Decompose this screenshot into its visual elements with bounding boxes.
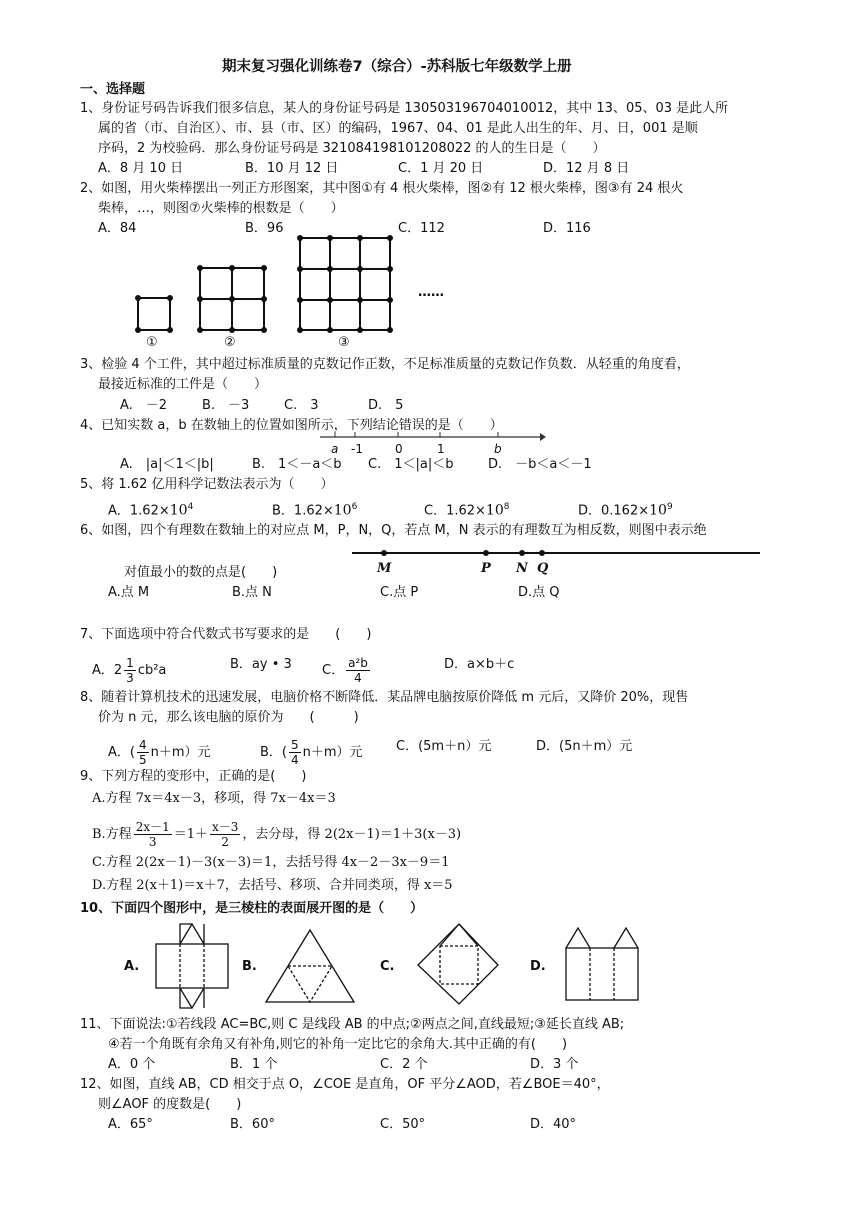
q3-option-c[interactable]: C. 3 <box>284 398 319 413</box>
point-n-label: N <box>516 561 528 576</box>
q5-text-line1: 5、将 1.62 亿用科学记数法表示为（ ） <box>80 477 334 492</box>
q11-option-c[interactable]: C．2 个 <box>380 1057 428 1072</box>
axis-label-a: a <box>331 442 339 456</box>
q9-option-c[interactable]: C.方程 2(2x－1)－3(x－3)＝1，去括号得 4x－2－3x－9＝1 <box>92 855 450 870</box>
q8-text-line1: 8、随着计算机技术的迅速发展，电脑价格不断降低．某品牌电脑按原价降低 m 元后，又降价 20%，现售 <box>80 690 689 705</box>
q2-text-line2: 柴棒，…，则图⑦火柴棒的根数是（ ） <box>98 201 344 216</box>
point-q-label: Q <box>537 561 549 576</box>
q10-label-c[interactable]: C. <box>380 959 395 974</box>
q7-text-line1: 7、下面选项中符合代数式书写要求的是 ( ) <box>80 627 372 642</box>
q8-option-b[interactable]: B．( $\frac{5}{4}$ n＋m）元 <box>260 738 363 767</box>
q3-option-d[interactable]: D. 5 <box>368 398 404 413</box>
q6-option-d[interactable]: D.点 Q <box>518 585 560 600</box>
q1-text-line3: 序码，2 为校验码．那么身份证号码是 321084198101208022 的人的生日是（ ） <box>98 141 606 156</box>
q1-option-b[interactable]: B．10 月 12 日 <box>245 161 339 176</box>
q12-option-d[interactable]: D．40° <box>530 1117 577 1132</box>
q7-option-c[interactable]: C． $\frac{\text{a²b}}{4}$ <box>322 656 368 685</box>
q10-label-b[interactable]: B. <box>242 959 257 974</box>
q8-text-line2: 价为 n 元，那么该电脑的原价为 ( ) <box>98 710 359 725</box>
q9-option-a[interactable]: A.方程 7x＝4x－3，移项，得 7x－4x＝3 <box>92 791 336 806</box>
q3-option-b[interactable]: B. －3 <box>202 398 250 413</box>
q2-option-b[interactable]: B．96 <box>245 221 284 236</box>
q3-option-a[interactable]: A. －2 <box>120 398 168 413</box>
q1-text-line1: 1、身份证号码告诉我们很多信息，某人的身份证号码是 130503196704010012，其中 13、05、03 是此人所 <box>80 101 729 116</box>
fig1-label: ① <box>146 335 158 350</box>
q1-option-c[interactable]: C．1 月 20 日 <box>398 161 484 176</box>
q4-option-b[interactable]: B. 1＜－a＜b <box>252 457 342 472</box>
q10-label-d[interactable]: D. <box>530 959 546 974</box>
q9-text-line1: 9、下列方程的变形中，正确的是( ) <box>80 769 307 784</box>
q12-option-a[interactable]: A．65° <box>108 1117 153 1132</box>
fig3-label: ③ <box>338 335 350 350</box>
q11-option-a[interactable]: A．0 个 <box>108 1057 156 1072</box>
axis-label-neg1: -1 <box>351 442 363 456</box>
q5-option-d[interactable]: D．$0.162\times 10^9$ <box>578 502 673 519</box>
q5-option-a[interactable]: A．$1.62\times 10^4$ <box>108 502 194 519</box>
axis-label-b: b <box>494 442 502 456</box>
q11-option-d[interactable]: D．3 个 <box>530 1057 579 1072</box>
q10-text-line1: 10、下面四个图形中，是三棱柱的表面展开图的是（ ） <box>80 901 424 916</box>
q12-text-line1: 12、如图，直线 AB，CD 相交于点 O，∠COE 是直角，OF 平分∠AOD，若∠BOE＝40°， <box>80 1077 610 1092</box>
q6-text-line2: 对值最小的数的点是( ) <box>124 565 278 580</box>
q2-option-a[interactable]: A．84 <box>98 221 137 236</box>
fig-ellipsis: …… <box>418 285 444 300</box>
q9-option-b[interactable]: B.方程 $\frac{2x-1}{3}$ ＝1＋ $\frac{x-3}{2}$ ，去分母，得 2(2x－1)＝1＋3(x－3) <box>92 820 462 849</box>
q2-option-c[interactable]: C．112 <box>398 221 445 236</box>
q7-option-b[interactable]: B．ay • 3 <box>230 657 292 672</box>
q6-option-a[interactable]: A.点 M <box>108 585 150 600</box>
q8-option-c[interactable]: C．(5m＋n）元 <box>396 739 492 754</box>
q4-option-d[interactable]: D. －b＜a＜－1 <box>488 457 592 472</box>
q3-text-line2: 最接近标准的工件是（ ） <box>98 377 268 392</box>
q4-option-a[interactable]: A. |a|＜1＜|b| <box>120 457 214 472</box>
q7-option-a[interactable]: A．2 $\frac{1}{3}$ cb²a <box>92 656 167 685</box>
q3-text-line1: 3、检验 4 个工件，其中超过标准质量的克数记作正数，不足标准质量的克数记作负数．从轻重的角度看， <box>80 357 690 372</box>
q12-option-c[interactable]: C．50° <box>380 1117 426 1132</box>
q11-option-b[interactable]: B．1 个 <box>230 1057 278 1072</box>
q12-text-line2: 则∠AOF 的度数是( ) <box>98 1097 242 1112</box>
fig2-label: ② <box>224 335 236 350</box>
q10-label-a[interactable]: A. <box>124 959 140 974</box>
axis-label-1: 1 <box>437 442 445 456</box>
q2-option-d[interactable]: D．116 <box>543 221 591 236</box>
q5-option-b[interactable]: B．$1.62\times 10^6$ <box>272 502 358 519</box>
q6-option-c[interactable]: C.点 P <box>380 585 419 600</box>
axis-label-0: 0 <box>395 442 403 456</box>
page-title: 期末复习强化训练卷7（综合）-苏科版七年级数学上册 <box>222 59 572 75</box>
q5-option-c[interactable]: C．$1.62\times 10^8$ <box>424 502 510 519</box>
q1-option-d[interactable]: D．12 月 8 日 <box>543 161 630 176</box>
q11-text-line2: ④若一个角既有余角又有补角,则它的补角一定比它的余角大.其中正确的有( ) <box>108 1037 568 1052</box>
q9-option-d[interactable]: D.方程 2(x＋1)＝x＋7，去括号、移项、合并同类项，得 x＝5 <box>92 878 453 893</box>
q11-text-line1: 11、下面说法:①若线段 AC=BC,则 C 是线段 AB 的中点;②两点之间,直线最短;③延长直线 AB; <box>80 1017 625 1032</box>
q1-option-a[interactable]: A．8 月 10 日 <box>98 161 184 176</box>
q6-text-line1: 6、如图，四个有理数在数轴上的对应点 M，P，N，Q，若点 M，N 表示的有理数互为相反数，则图中表示绝 <box>80 523 707 538</box>
section-heading: 一、选择题 <box>80 82 146 97</box>
q2-text-line1: 2、如图，用火柴棒摆出一列正方形图案，其中图①有 4 根火柴棒，图②有 12 根火柴棒，图③有 24 根火 <box>80 181 684 196</box>
q12-option-b[interactable]: B．60° <box>230 1117 275 1132</box>
point-p-label: P <box>481 561 491 576</box>
q8-option-d[interactable]: D．(5n＋m）元 <box>536 739 633 754</box>
point-m-label: M <box>377 561 392 576</box>
q4-option-c[interactable]: C. 1＜|a|＜b <box>368 457 454 472</box>
q4-text-line1: 4、已知实数 a，b 在数轴上的位置如图所示，下列结论错误的是（ ） <box>80 418 503 433</box>
q6-option-b[interactable]: B.点 N <box>232 585 272 600</box>
q1-text-line2: 属的省（市、自治区）、市、县（市、区）的编码，1967、04、01 是此人出生的年、月、日，001 是顺 <box>98 121 698 136</box>
q8-option-a[interactable]: A．( $\frac{4}{5}$ n＋m）元 <box>108 738 211 767</box>
q7-option-d[interactable]: D．a×b＋c <box>444 657 515 672</box>
